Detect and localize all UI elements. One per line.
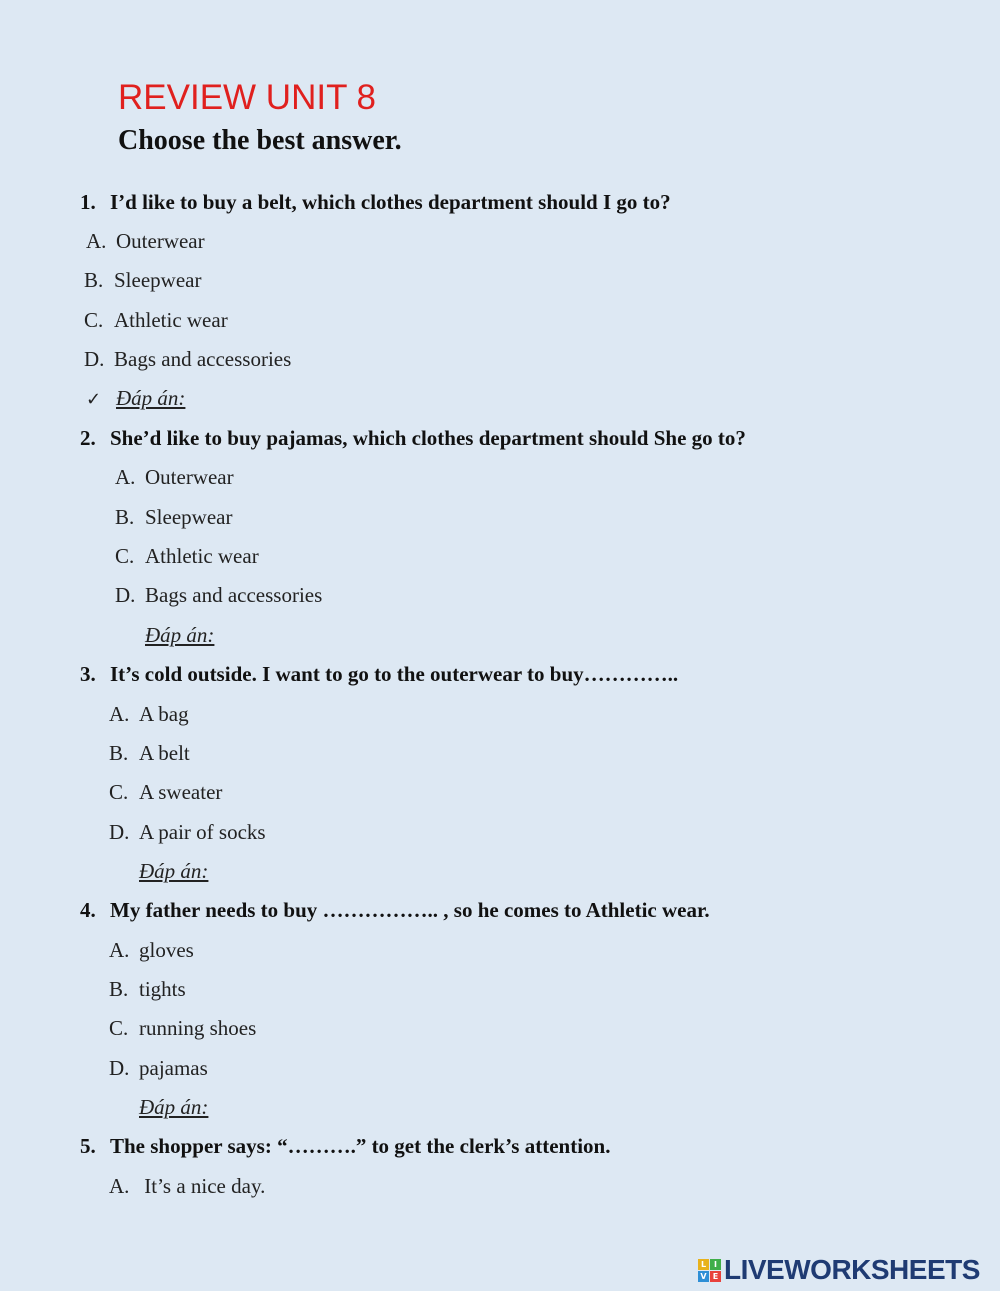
option-letter: D. — [109, 1056, 130, 1080]
option-text: Outerwear — [145, 465, 234, 489]
page-subtitle: Choose the best answer. — [118, 125, 402, 156]
option-4b[interactable] — [109, 975, 186, 1003]
option-letter: A. — [115, 465, 136, 489]
option-4d[interactable] — [109, 1054, 208, 1082]
option-3d[interactable] — [109, 818, 266, 846]
option-text: A bag — [139, 702, 189, 726]
page-title: REVIEW UNIT 8 — [118, 78, 377, 117]
option-text: Bags and accessories — [114, 347, 292, 371]
option-5a[interactable] — [109, 1172, 265, 1200]
question-1 — [80, 188, 671, 216]
answer-1 — [86, 384, 185, 414]
option-2a[interactable] — [115, 463, 234, 491]
option-1c[interactable] — [84, 306, 228, 334]
question-5 — [80, 1132, 610, 1160]
option-letter: D. — [84, 347, 105, 371]
option-text: Sleepwear — [114, 268, 202, 292]
option-text: A pair of socks — [139, 820, 266, 844]
option-2c[interactable] — [115, 542, 259, 570]
answer-3: Đáp án: — [139, 859, 209, 883]
option-3b[interactable] — [109, 739, 190, 767]
option-letter: C. — [109, 780, 129, 804]
option-1d[interactable] — [84, 345, 291, 373]
logo-mark-cell: L — [698, 1259, 709, 1270]
option-letter: B. — [109, 741, 129, 765]
answer-4: Đáp án: — [139, 1095, 209, 1119]
question-number: 3. — [80, 662, 96, 686]
option-2d[interactable] — [115, 581, 322, 609]
option-letter: B. — [109, 977, 129, 1001]
option-letter: A. — [109, 1174, 130, 1198]
logo-text: LIVEWORKSHEETS — [724, 1254, 980, 1285]
option-text: Athletic wear — [114, 308, 228, 332]
question-2 — [80, 424, 746, 452]
option-text: Bags and accessories — [145, 583, 323, 607]
question-3 — [80, 660, 678, 688]
question-text: It’s cold outside. I want to go to the outerwear to buy………….. — [110, 662, 679, 686]
option-text: gloves — [139, 938, 194, 962]
question-text: She’d like to buy pajamas, which clothes department should She go to? — [110, 426, 746, 450]
option-4a[interactable] — [109, 936, 194, 964]
option-letter: C. — [109, 1016, 129, 1040]
option-text: It’s a nice day. — [139, 1174, 266, 1198]
checkmark-icon: ✓ — [86, 389, 102, 410]
question-text: I’d like to buy a belt, which clothes department should I go to? — [110, 190, 671, 214]
answer-label: Đáp án: — [116, 386, 186, 410]
option-3c[interactable] — [109, 778, 222, 806]
option-letter: B. — [84, 268, 104, 292]
logo-mark-cell: I — [710, 1259, 721, 1270]
option-letter: A. — [109, 938, 130, 962]
question-number: 4. — [80, 898, 96, 922]
option-text: Sleepwear — [145, 505, 233, 529]
option-text: running shoes — [139, 1016, 257, 1040]
question-number: 5. — [80, 1134, 96, 1158]
option-text: pajamas — [139, 1056, 208, 1080]
option-letter: C. — [115, 544, 135, 568]
answer-2: Đáp án: — [145, 623, 215, 647]
liveworksheets-logo[interactable] — [698, 1255, 980, 1285]
option-text: Outerwear — [116, 229, 205, 253]
question-4 — [80, 896, 710, 924]
option-1a[interactable] — [86, 227, 205, 255]
option-1b[interactable] — [84, 266, 201, 294]
option-text: tights — [139, 977, 186, 1001]
option-letter: C. — [84, 308, 104, 332]
question-text: My father needs to buy …………….. , so he comes to Athletic wear. — [110, 898, 710, 922]
logo-mark-icon — [698, 1259, 721, 1282]
option-3a[interactable] — [109, 700, 189, 728]
logo-mark-cell: E — [710, 1271, 721, 1282]
option-4c[interactable] — [109, 1014, 256, 1042]
option-letter: A. — [109, 702, 130, 726]
option-letter: A. — [86, 229, 107, 253]
option-text: A belt — [139, 741, 190, 765]
question-number: 1. — [80, 190, 96, 214]
question-number: 2. — [80, 426, 96, 450]
option-2b[interactable] — [115, 503, 232, 531]
option-text: Athletic wear — [145, 544, 259, 568]
question-text: The shopper says: “……….” to get the clerk’s attention. — [110, 1134, 611, 1158]
option-letter: B. — [115, 505, 135, 529]
option-letter: D. — [109, 820, 130, 844]
logo-mark-cell: V — [698, 1271, 709, 1282]
option-letter: D. — [115, 583, 136, 607]
option-text: A sweater — [139, 780, 223, 804]
